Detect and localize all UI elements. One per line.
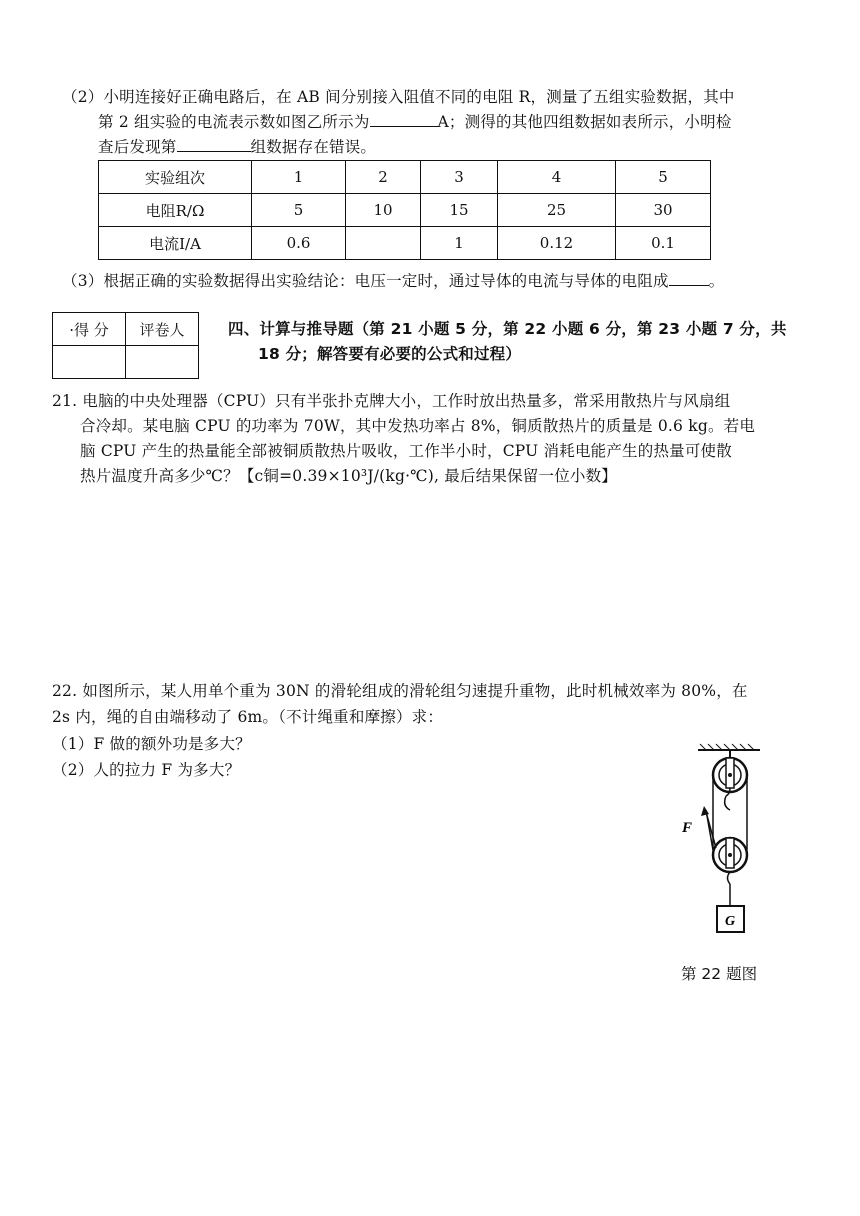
table-cell: 0.12 [498,227,616,260]
q22-line2: 2s 内，绳的自由端移动了 6m。（不计绳重和摩擦）求： [52,708,444,726]
experiment-data-table [98,160,711,260]
table-cell: 10 [346,194,421,227]
section-title-line1: 四、计算与推导题（第 21 小题 5 分，第 22 小题 6 分，第 23 小题 7 分，共 [228,320,787,338]
q20-part2-line2-b: A；测得的其他四组数据如表所示，小明检 [437,113,732,131]
answer-blank-current[interactable] [370,111,438,127]
table-header-cell: 电阻R/Ω [99,194,252,227]
table-row [99,161,711,194]
table-cell: 0.1 [616,227,711,260]
table-cell: 0.6 [252,227,346,260]
table-cell: 1 [252,161,346,194]
table-cell: 30 [616,194,711,227]
table-cell: 5 [252,194,346,227]
table-cell: 2 [346,161,421,194]
movable-pulley [713,838,747,906]
score-header: ·得 分 [53,313,126,346]
score-box [52,312,199,379]
q20-part2-line3-b: 组数据存在错误。 [250,138,377,156]
q20-part3-text: （3）根据正确的实验数据得出实验结论：电压一定时，通过导体的电流与导体的电阻成 [62,272,669,290]
figure-caption: 第 22 题图 [681,965,758,983]
q21-line4: 热片温度升高多少℃？【c铜=0.39×10³J/(kg·℃), 最后结果保留一位小数】 [80,467,618,485]
table-cell: 5 [616,161,711,194]
q21-line2: 合冷却。某电脑 CPU 的功率为 70W，其中发热功率占 8%，铜质散热片的质量是 0.6 kg。若电 [80,417,756,435]
answer-blank-error-group[interactable] [177,136,251,152]
q20-part2-line3-a: 查后发现第 [98,138,177,156]
table-row [99,194,711,227]
table-cell: 15 [421,194,498,227]
table-row [99,227,711,260]
force-label: F [682,820,693,836]
table-row [53,346,199,379]
section-title-line2: 18 分；解答要有必要的公式和过程） [258,345,522,363]
q22-sub1: （1）F 做的额外功是多大？ [52,735,251,753]
table-header-cell: 实验组次 [99,161,252,194]
grader-header: 评卷人 [126,313,199,346]
pulley-system-figure [670,740,770,940]
table-cell: 25 [498,194,616,227]
table-cell: 1 [421,227,498,260]
ceiling-mount [698,744,760,758]
q21-line3: 脑 CPU 产生的热量能全部被铜质散热片吸收，工作半小时，CPU 消耗电能产生的热量可使散 [80,442,732,460]
grader-entry[interactable] [126,346,199,379]
weight-label: G [724,914,736,929]
table-cell [346,227,421,260]
table-header-cell: 电流I/A [99,227,252,260]
q20-part2-line2-a: 第 2 组实验的电流表示数如图乙所示为 [98,113,370,131]
q20-part2-line1: （2）小明连接好正确电路后，在 AB 间分别接入阻值不同的电阻 R，测量了五组实验数据，其中 [62,88,735,106]
q20-part3-line [62,270,724,292]
q20-part3-end: 。 [708,272,725,290]
fixed-pulley [713,758,747,796]
q21-line1: 21. 电脑的中央处理器（CPU）只有半张扑克牌大小，工作时放出热量多，常采用散热片与风扇组 [52,392,731,410]
q22-sub2: （2）人的拉力 F 为多大？ [52,761,241,779]
q22-line1: 22. 如图所示，某人用单个重为 30N 的滑轮组成的滑轮组匀速提升重物，此时机械效率为 80%，在 [52,682,748,700]
table-row [53,313,199,346]
table-cell: 4 [498,161,616,194]
answer-blank-relation[interactable] [669,270,709,286]
table-cell: 3 [421,161,498,194]
q20-part2-line2 [98,111,732,133]
q20-part2-line3 [98,136,376,158]
score-entry[interactable] [53,346,126,379]
